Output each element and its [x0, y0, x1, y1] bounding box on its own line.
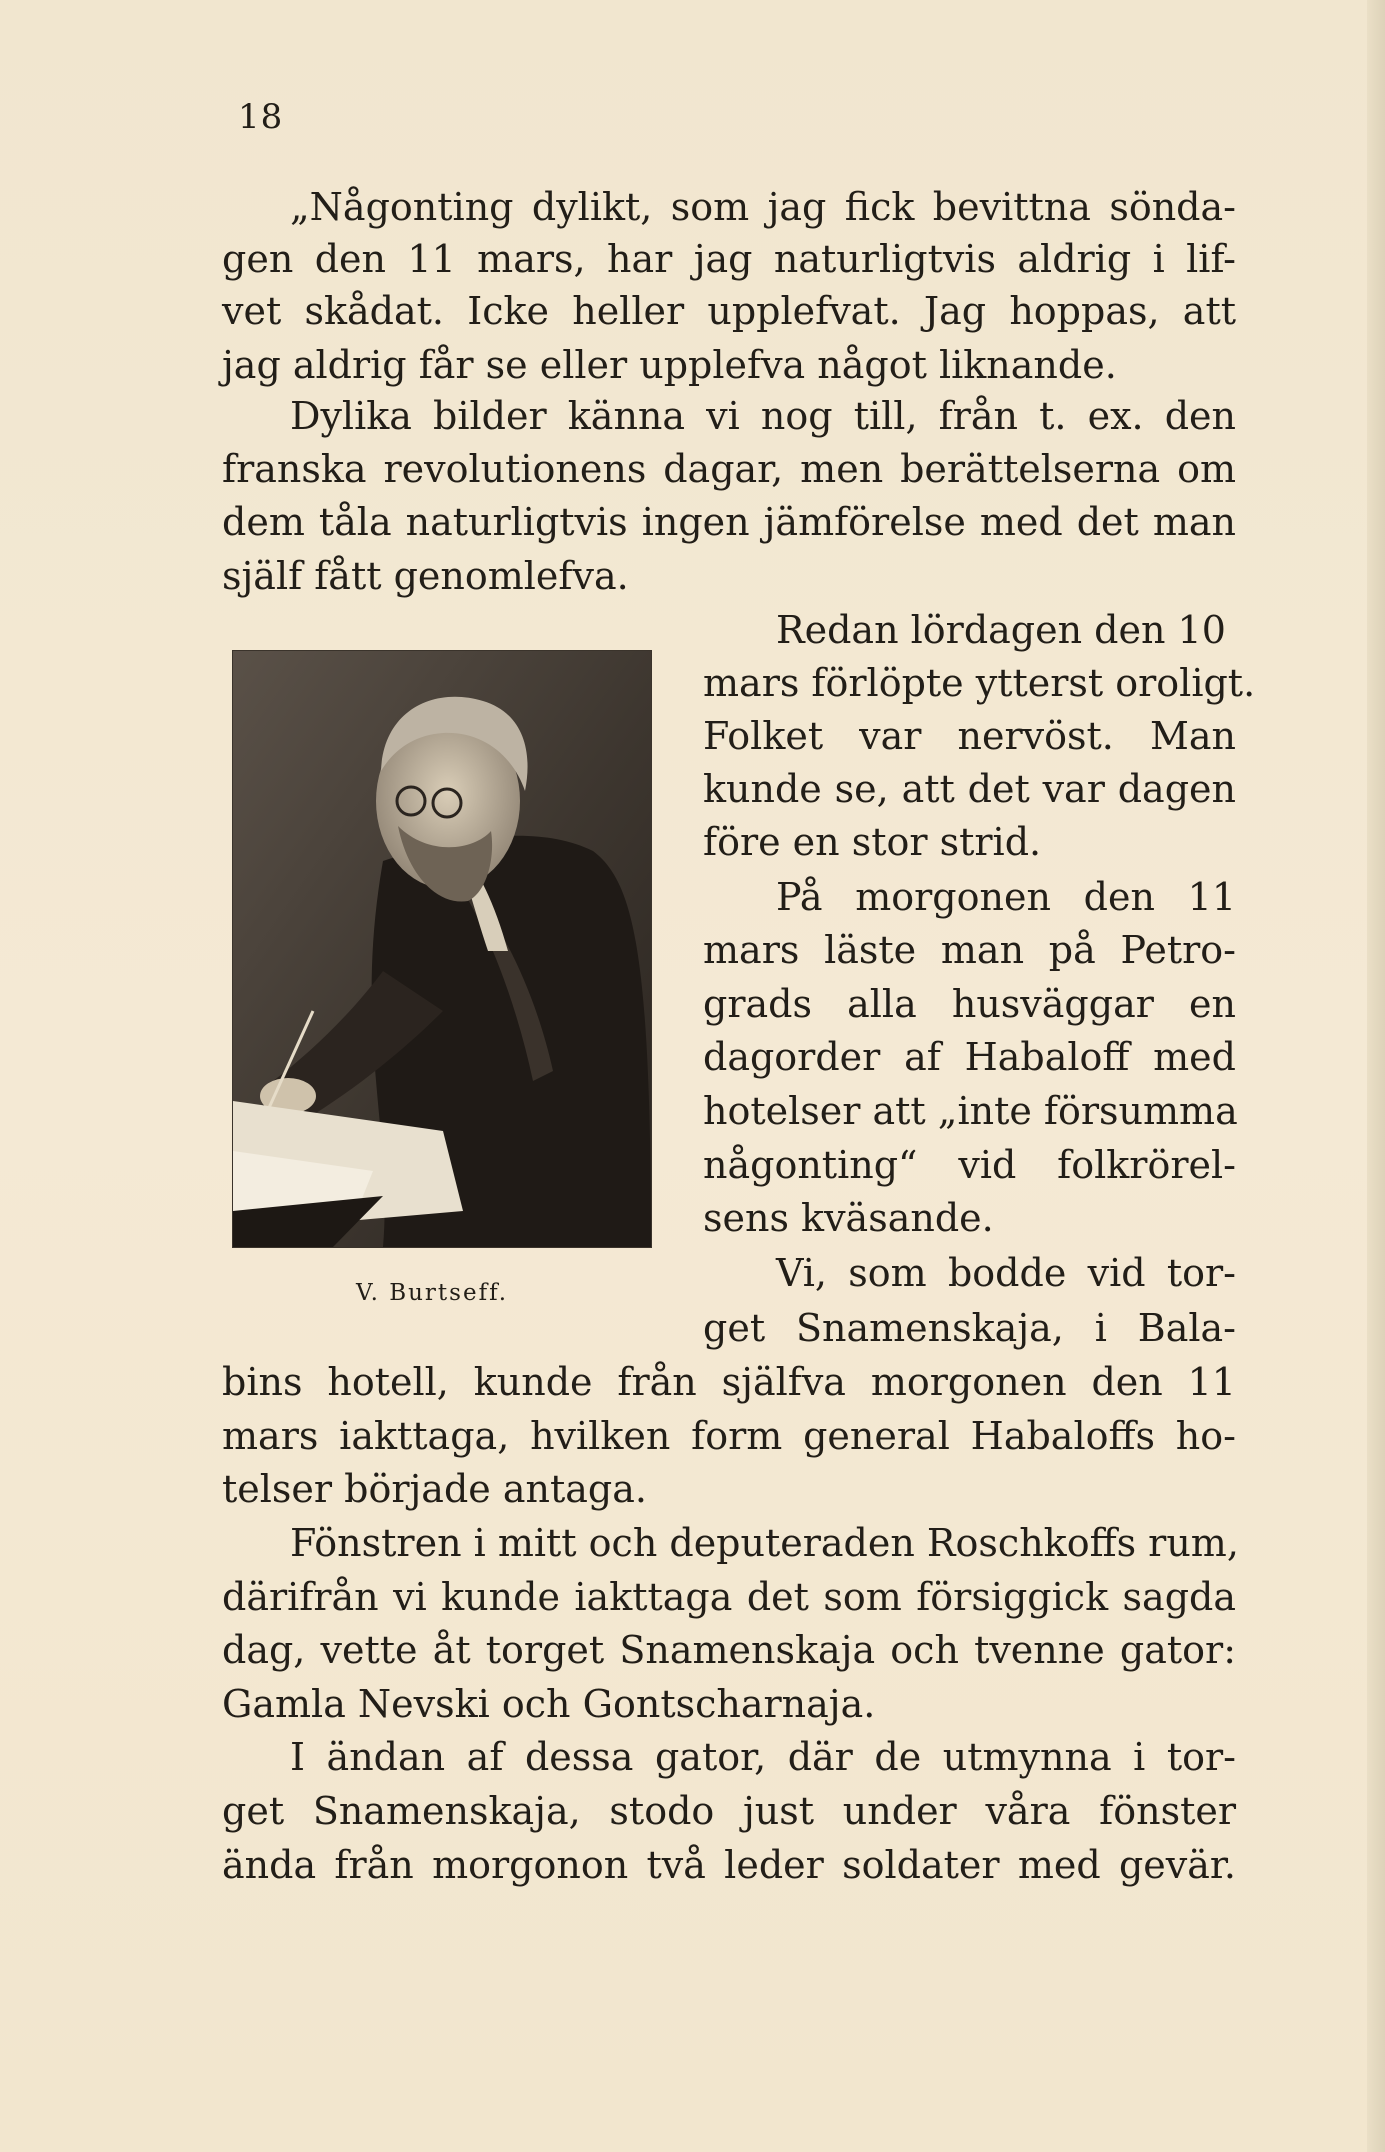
- text-line: dag, vette åt torget Snamenskaja och tvenne gator:: [222, 1628, 1236, 1672]
- text-line: grads alla husväggar en: [703, 982, 1236, 1026]
- text-line: get Snamenskaja, stodo just under våra fönster: [222, 1789, 1236, 1833]
- text-line: På morgonen den 11: [776, 875, 1236, 919]
- portrait-photo: [232, 650, 652, 1248]
- text-line: gen den 11 mars, har jag naturligtvis aldrig i lif-: [222, 237, 1236, 281]
- text-line: kunde se, att det var dagen: [703, 767, 1236, 811]
- text-line: ända från morgonon två leder soldater med gevär.: [222, 1843, 1236, 1887]
- text-line: get Snamenskaja, i Bala-: [703, 1306, 1236, 1350]
- page-edge: [1367, 0, 1385, 2152]
- text-line: Fönstren i mitt och deputeraden Roschkoffs rum,: [290, 1521, 1239, 1565]
- page-number: 18: [238, 97, 284, 137]
- text-line: Vi, som bodde vid tor-: [776, 1251, 1236, 1295]
- text-line: bins hotell, kunde från själfva morgonen den 11: [222, 1360, 1236, 1404]
- text-line: vet skådat. Icke heller upplefvat. Jag hoppas, att: [222, 289, 1236, 333]
- text-line: Folket var nervöst. Man: [703, 714, 1236, 758]
- portrait-image: [233, 651, 651, 1247]
- text-line: Dylika bilder känna vi nog till, från t. ex. den: [290, 394, 1236, 438]
- text-line: telser började antaga.: [222, 1467, 647, 1511]
- text-line: dagorder af Habaloff med: [703, 1035, 1236, 1079]
- text-line: före en stor strid.: [703, 820, 1042, 864]
- text-line: jag aldrig får se eller upplefva något liknande.: [222, 343, 1117, 387]
- photo-caption: V. Burtseff.: [356, 1280, 509, 1306]
- text-line: dem tåla naturligtvis ingen jämförelse med det man: [222, 500, 1236, 544]
- text-line: Redan lördagen den 10: [776, 608, 1226, 652]
- text-line: I ändan af dessa gator, där de utmynna i tor-: [290, 1735, 1236, 1779]
- text-line: franska revolutionens dagar, men berättelserna om: [222, 447, 1236, 491]
- text-line: sens kväsande.: [703, 1196, 994, 1240]
- text-line: „Någonting dylikt, som jag fick bevittna sönda-: [290, 185, 1236, 229]
- text-line: någonting“ vid folkrörel-: [703, 1143, 1236, 1187]
- text-line: mars förlöpte ytterst oroligt.: [703, 661, 1256, 705]
- text-line: Gamla Nevski och Gontscharnaja.: [222, 1682, 876, 1726]
- text-line: själf fått genomlefva.: [222, 554, 629, 598]
- text-line: mars iakttaga, hvilken form general Habaloffs ho-: [222, 1414, 1236, 1458]
- text-line: därifrån vi kunde iakttaga det som försiggick sagda: [222, 1575, 1236, 1619]
- text-line: hotelser att „inte försumma: [703, 1089, 1238, 1133]
- text-line: mars läste man på Petro-: [703, 928, 1236, 972]
